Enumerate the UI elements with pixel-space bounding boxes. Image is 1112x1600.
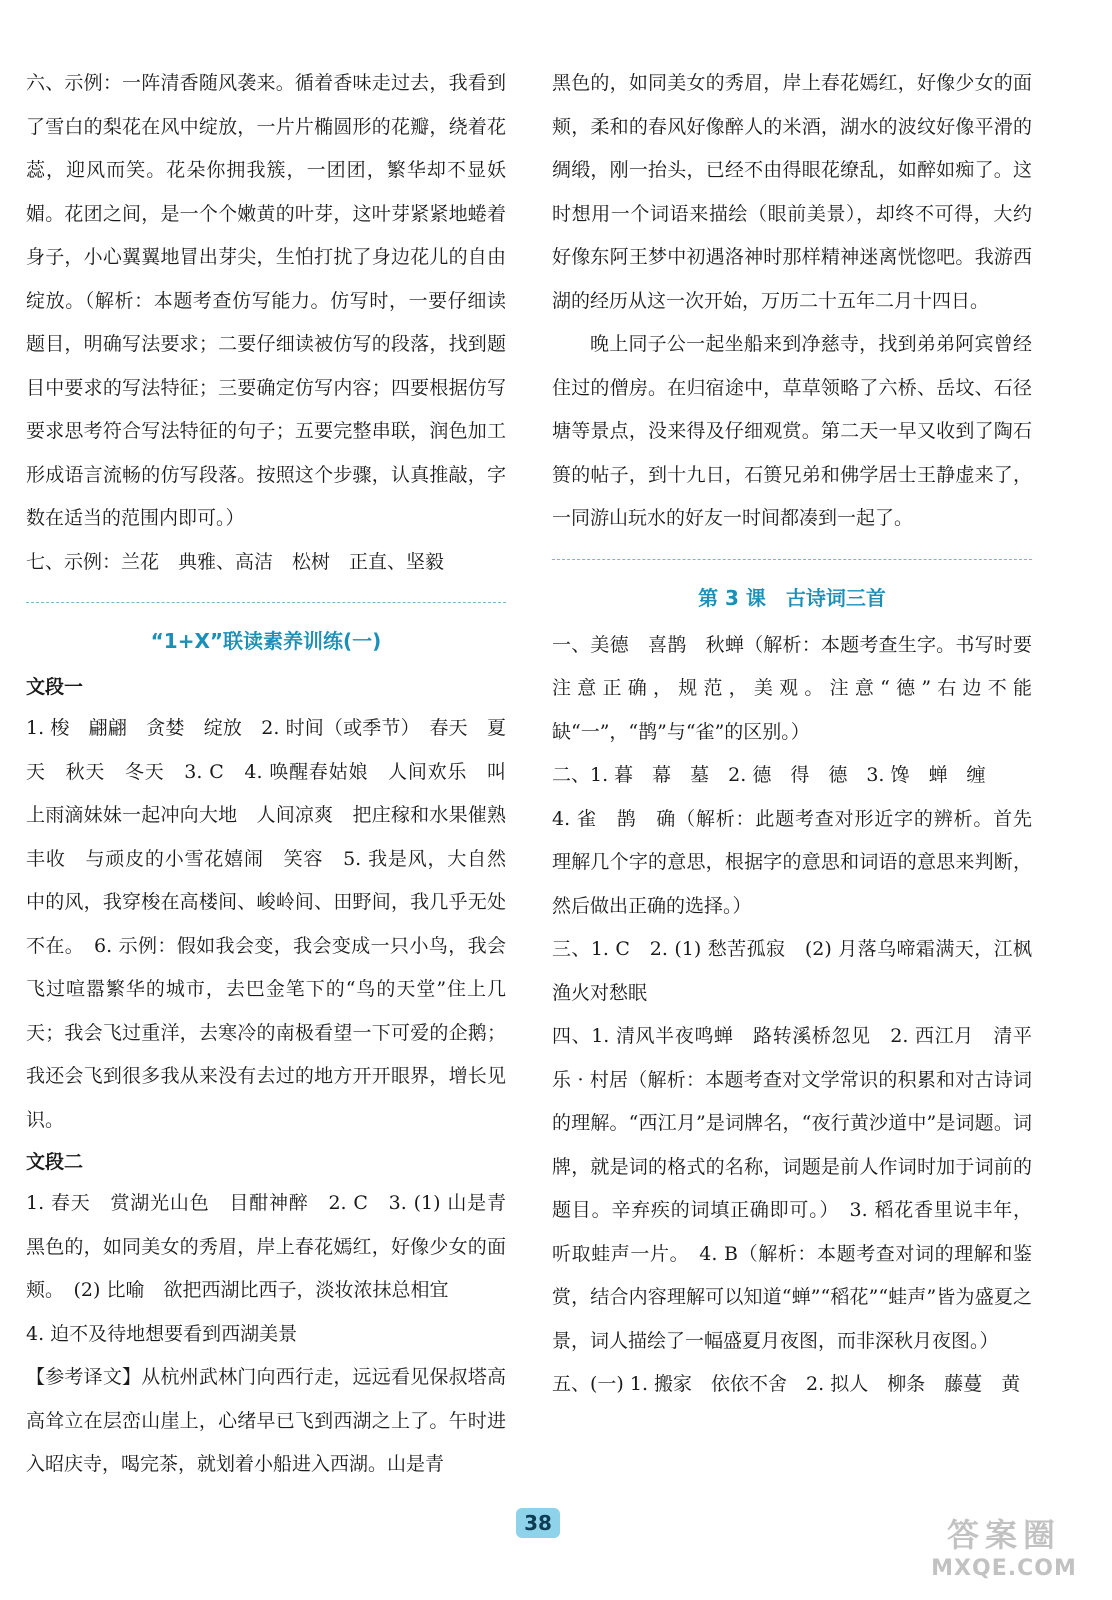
lesson-answer-four: 四、1. 清风半夜鸣蝉 路转溪桥忽见 2. 西江月 清平乐 · 村居（解析：本题考查对文学常识的积累和对古诗词的理解。“西江月”是词牌名，“夜行黄沙道中”是词题。词牌，就是词的格式的名称，词题是前人作词时加于词前的题目。辛弃疾的词填正确即可。） 3. 稻花香里说丰年，听取蛙声一片。 4. B（解析：本题考查对词的理解和鉴赏，结合内容理解可以知道“蝉”“稻花”“蛙声”皆为盛夏之景，词人描绘了一幅盛夏月夜图，而非深秋月夜图。） (552, 1025, 1032, 1352)
translation-continued: 黑色的，如同美女的秀眉，岸上春花嫣红，好像少女的面颊，柔和的春风好像醉人的米酒，湖水的波纹好像平滑的绸缎，刚一抬头，已经不由得眼花缭乱，如醉如痴了。这时想用一个词语来描绘（眼前美景），却终不可得，大约好像东阿王梦中初遇洛神时那样精神迷离恍惚吧。我游西湖的经历从这一次开始，万历二十五年二月十四日。 (552, 72, 1032, 312)
translation-paragraph-two: 晚上同子公一起坐船来到净慈寺，找到弟弟阿宾曾经住过的僧房。在归宿途中，草草领略了六桥、岳坟、石径塘等景点，没来得及仔细观赏。第二天一早又收到了陶石篑的帖子，到十九日，石篑兄弟和佛学居士王静虚来了，一同游山玩水的好友一时间都凑到一起了。 (552, 333, 1032, 529)
passage-two-answers: 1. 春天 赏湖光山色 目酣神醉 2. C 3. (1) 山是青黑色的，如同美女的秀眉，岸上春花嫣红，好像少女的面颊。 (2) 比喻 欲把西湖比西子，淡妆浓抹总相宜 (26, 1192, 506, 1301)
right-column (552, 62, 1032, 1407)
section-divider (26, 602, 506, 603)
reference-translation: 【参考译文】从杭州武林门向西行走，远远看见保叔塔高高耸立在层峦山崖上，心绪早已飞到西湖之上了。午时进入昭庆寺，喝完茶，就划着小船进入西湖。山是青 (26, 1366, 506, 1475)
left-column (26, 62, 526, 1487)
section-title-lianDu: “1+X”联读素养训练(一) (150, 629, 382, 653)
lesson-answer-five: 五、(一) 1. 搬家 依依不舍 2. 拟人 柳条 藤蔓 黄 (552, 1373, 1021, 1395)
page-number: 38 (516, 1508, 560, 1538)
section-divider (552, 559, 1032, 560)
lesson-answer-two: 二、1. 暮 幕 墓 2. 德 得 德 3. 馋 蝉 缠 (552, 764, 986, 786)
lesson-answer-one: 一、美德 喜鹊 秋蝉（解析：本题考查生字。书写时要注意正确，规范，美观。注意“德”右边不能缺“一”，“鹊”与“雀”的区别。） (552, 633, 1032, 743)
passage-two-heading: 文段二 (26, 1151, 84, 1173)
answer-six: 六、示例：一阵清香随风袭来。循着香味走过去，我看到了雪白的梨花在风中绽放，一片片椭圆形的花瓣，绕着花蕊，迎风而笑。花朵你拥我簇，一团团，繁华却不显妖媚。花团之间，是一个个嫩黄的叶芽，这叶芽紧紧地蜷着身子，小心翼翼地冒出芽尖，生怕打扰了身边花儿的自由绽放。（解析：本题考查仿写能力。仿写时，一要仔细读题目，明确写法要求；二要仔细读被仿写的段落，找到题目中要求的写法特征；三要确定仿写内容；四要根据仿写要求思考符合写法特征的句子；五要完整串联，润色加工形成语言流畅的仿写段落。按照这个步骤，认真推敲，字数在适当的范围内即可。） (26, 72, 506, 529)
watermark-text-bottom: MXQE.COM (931, 1556, 1077, 1581)
watermark-logo (914, 1510, 1094, 1596)
passage-one-heading: 文段一 (26, 676, 84, 698)
watermark-text-top: 答案圈 (946, 1516, 1061, 1554)
lesson-answer-two-four: 4. 雀 鹊 确（解析：此题考查对形近字的辨析。首先理解几个字的意思，根据字的意思和词语的意思来判断，然后做出正确的选择。） (552, 807, 1032, 917)
lesson-answer-three: 三、1. C 2. (1) 愁苦孤寂 (2) 月落乌啼霜满天，江枫渔火对愁眠 (552, 938, 1032, 1004)
passage-two-answer-four: 4. 迫不及待地想要看到西湖美景 (26, 1322, 298, 1345)
answer-seven: 七、示例：兰花 典雅、高洁 松树 正直、坚毅 (26, 550, 445, 573)
lesson-three-title: 第 3 课 古诗词三首 (698, 585, 886, 610)
passage-one-answers: 1. 梭 翩翩 贪婪 绽放 2. 时间（或季节） 春天 夏天 秋天 冬天 3. C 4. 唤醒春姑娘 人间欢乐 叫上雨滴妹妹一起冲向大地 人间凉爽 把庄稼和水果催熟 丰收 与顽皮的小雪花嬉闹 笑容 5. 我是风，大自然中的风，我穿梭在高楼间、峻岭间、田野间，我几乎无处不在。 6. 示例：假如我会变，我会变成一只小鸟，我会飞过喧嚣繁华的城市，去巴金笔下的“鸟的天堂”住上几天；我会飞过重洋，去寒冷的南极看望一下可爱的企鹅；我还会飞到很多我从来没有去过的地方开开眼界，增长见识。 (26, 717, 526, 1131)
